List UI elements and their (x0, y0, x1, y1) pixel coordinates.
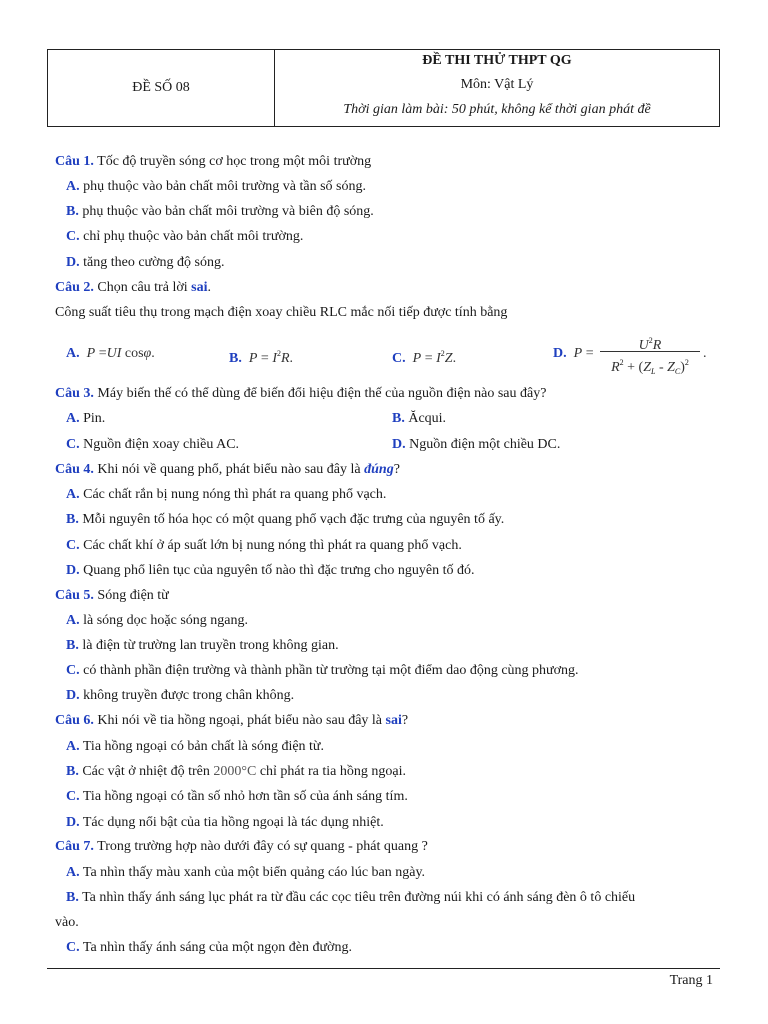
footer-divider (47, 968, 720, 969)
q3-option-a: A. Pin. (66, 411, 106, 426)
question-label: Câu 1. (55, 154, 94, 169)
q4-option-a: A. Các chất rắn bị nung nóng thì phát ra quang phổ vạch. (66, 487, 387, 502)
exam-info-cell (275, 50, 719, 126)
question-3: Câu 3. Máy biến thế có thể dùng để biến đổi hiệu điện thế của nguồn điện nào sau đây? (55, 386, 547, 401)
q4-option-b: B. Mỗi nguyên tố hóa học có một quang phổ vạch đặc trưng của nguyên tố ấy. (66, 512, 505, 527)
page-number: Trang 1 (669, 973, 713, 988)
q3-option-b: B. Ăcqui. (392, 411, 447, 426)
q5-option-a: A. là sóng dọc hoặc sóng ngang. (66, 613, 248, 628)
q4-option-d: D. Quang phổ liên tục của nguyên tố nào thì đặc trưng cho nguyên tố đó. (66, 563, 475, 578)
q3-option-d: D. Nguồn điện một chiều DC. (392, 437, 561, 452)
q6-option-b: B. Các vật ở nhiệt độ trên 2000°C chỉ phát ra tia hồng ngoại. (66, 764, 406, 779)
q6-option-c: C. Tia hồng ngoại có tần số nhỏ hơn tần số của ánh sáng tím. (66, 789, 408, 804)
q7-option-a: A. Ta nhìn thấy màu xanh của một biển quảng cáo lúc ban ngày. (66, 865, 426, 880)
question-2: Câu 2. Chọn câu trả lời sai. (55, 280, 211, 295)
question-7: Câu 7. Trong trường hợp nào dưới đây có sự quang - phát quang ? (55, 839, 428, 854)
q1-option-c: C. chỉ phụ thuộc vào bản chất môi trường. (66, 229, 304, 244)
q7-option-b: B. Ta nhìn thấy ánh sáng lục phát ra từ đầu các cọc tiêu trên đường núi khi có ánh sáng đèn ô tô chiếu (66, 890, 636, 905)
q7-option-b-continued: vào. (55, 915, 79, 930)
q2-option-d: D. P = (553, 346, 594, 361)
formula-a: P (86, 346, 96, 361)
question-6: Câu 6. Khi nói về tia hồng ngoại, phát biểu nào sau đây là sai? (55, 713, 409, 728)
q2-option-c: C. $P = I^2Z$. (392, 349, 457, 366)
q1-option-d: D. tăng theo cường độ sóng. (66, 255, 225, 270)
q4-option-c: C. Các chất khí ở áp suất lớn bị nung nóng thì phát ra quang phổ vạch. (66, 538, 462, 553)
q6-option-a: A. Tia hồng ngoại có bản chất là sóng điện từ. (66, 739, 325, 754)
question-1 (55, 153, 371, 171)
exam-number-cell (48, 50, 275, 126)
exam-header-table (47, 49, 720, 127)
question-4: Câu 4. Khi nói về quang phổ, phát biểu nào sau đây là đúng? (55, 462, 400, 477)
q5-option-c: C. có thành phần điện trường và thành phần từ trường tại một điểm dao động cùng phương. (66, 663, 579, 678)
question-2-stem: Công suất tiêu thụ trong mạch điện xoay chiều RLC mắc nối tiếp được tính bằng (55, 305, 508, 320)
exam-time: Thời gian làm bài: 50 phút, không kể thời gian phát đề (343, 102, 651, 117)
q5-option-d: D. không truyền được trong chân không. (66, 688, 295, 703)
question-text: Tốc độ truyền sóng cơ học trong một môi trường (93, 154, 372, 169)
exam-subject: Môn: Vật Lý (460, 77, 534, 92)
q7-option-c: C. Ta nhìn thấy ánh sáng của một ngọn đèn đường. (66, 940, 352, 955)
exam-number: ĐỀ SỐ 08 (132, 80, 190, 95)
q3-option-c: C. Nguồn điện xoay chiều AC. (66, 437, 240, 452)
q1-option-a: A. phụ thuộc vào bản chất môi trường và tần số sóng. (66, 179, 367, 194)
formula-d-fraction: $U^2R$ $R^2 + (Z_L - Z_C)^2$ (600, 332, 700, 376)
q6-option-d: D. Tác dụng nổi bật của tia hồng ngoại là tác dụng nhiệt. (66, 815, 384, 830)
question-5: Câu 5. Sóng điện từ (55, 588, 169, 603)
keyword-sai: sai (191, 280, 208, 295)
keyword-dung: đúng (364, 462, 394, 477)
q1-option-b: B. phụ thuộc vào bản chất môi trường và biên độ sóng. (66, 204, 374, 219)
exam-title: ĐỀ THI THỬ THPT QG (422, 53, 572, 68)
q5-option-b: B. là điện từ trường lan truyền trong không gian. (66, 638, 339, 653)
temperature-value: 2000°C (213, 764, 257, 779)
keyword-sai: sai (385, 713, 402, 728)
q2-option-b: B. $P = I^2R$. (229, 349, 294, 366)
q2-option-a: A. P =UI cosφ. (66, 346, 155, 361)
